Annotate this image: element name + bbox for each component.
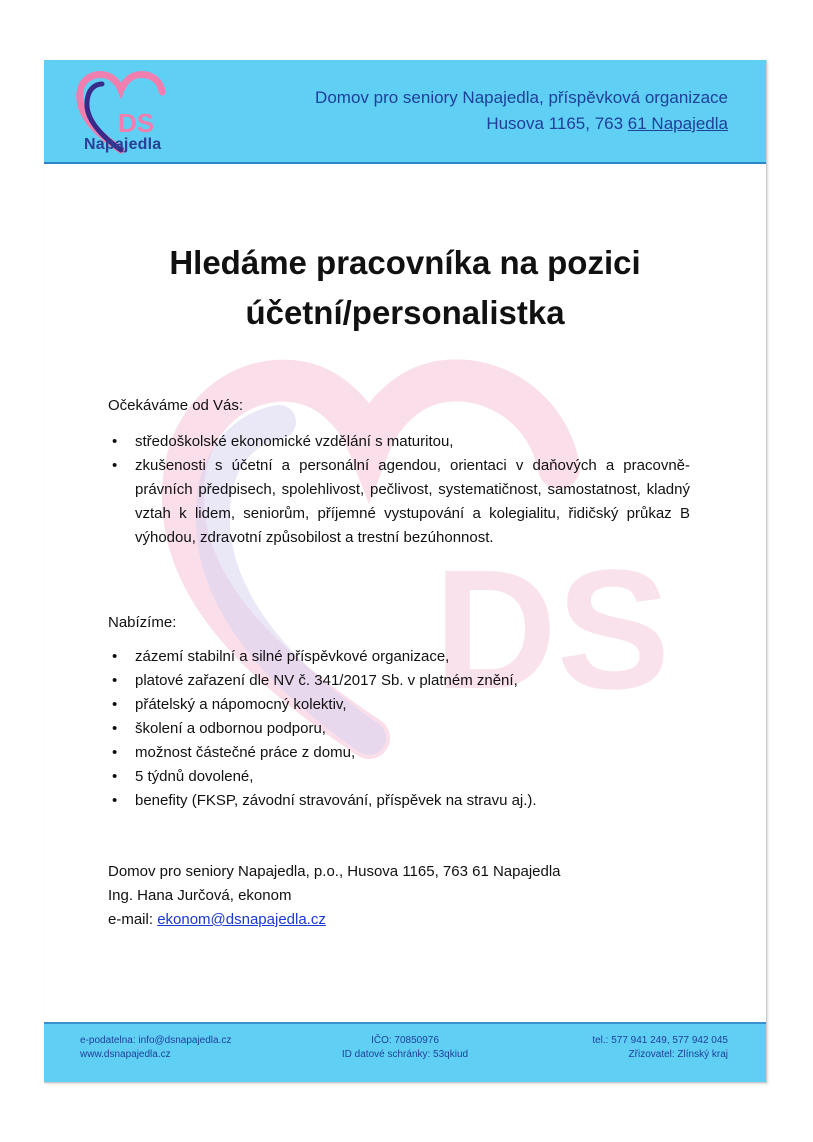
contact-person: Ing. Hana Jurčová, ekonom — [108, 887, 292, 904]
footer-epodatelna: e-podatelna: info@dsnapajedla.cz — [80, 1035, 232, 1046]
offer-list — [108, 645, 690, 813]
contact-org-line: Domov pro seniory Napajedla, p.o., Husova 1165, 763 61 Napajedla — [108, 863, 561, 880]
list-item: • 5 týdnů dovolené, — [108, 765, 690, 789]
title-line-2: účetní/personalistka — [245, 294, 565, 331]
address-main: Husova 1165, 763 — [486, 114, 628, 133]
list-item: • možnost částečné práce z domu, — [108, 741, 690, 765]
page-title — [44, 238, 766, 338]
org-address — [486, 114, 728, 134]
footer-band — [44, 1022, 766, 1082]
logo-ds-text: DS — [118, 108, 155, 138]
title-line-1: Hledáme pracovníka na pozici — [169, 244, 641, 281]
list-item: • středoškolské ekonomické vzdělání s maturitou, — [108, 430, 690, 454]
letterhead — [44, 60, 766, 164]
list-item: • přátelský a nápomocný kolektiv, — [108, 693, 690, 717]
contact-email-line — [108, 908, 561, 932]
footer-right — [592, 1034, 728, 1062]
list-item: • školení a odbornou podporu, — [108, 717, 690, 741]
footer-ico: IČO: 70850976 — [371, 1035, 439, 1046]
watermark-ds-text: DS — [434, 535, 671, 725]
expect-list — [108, 430, 690, 550]
footer-databox: ID datové schránky: 53qkiud — [341, 1049, 469, 1060]
list-item: • zázemí stabilní a silné příspěvkové organizace, — [108, 645, 690, 669]
org-name: Domov pro seniory Napajedla, příspěvková organizace — [315, 88, 728, 107]
address-underlined: 61 Napajedla — [627, 114, 728, 133]
list-item: • zkušenosti s účetní a personální agendou, orientaci v daňových a pracovně-právních předpisech, spolehlivost, pečlivost, systematičnost, samostatnost, kladný vztah k lidem, seniorům, příjemné vystupování a kolegialitu, řidičský průkaz B výhodou, zdravotní způsobilost a trestní bezúhonnost. — [108, 454, 690, 550]
footer-founder: Zřizovatel: Zlínský kraj — [628, 1049, 728, 1060]
expect-label: Očekáváme od Vás: — [108, 397, 244, 414]
list-item: • platové zařazení dle NV č. 341/2017 Sb. v platném znění, — [108, 669, 690, 693]
logo-caption: Napajedla — [84, 136, 162, 153]
email-link[interactable]: ekonom@dsnapajedla.cz — [157, 911, 326, 928]
footer-phone: tel.: 577 941 249, 577 942 045 — [592, 1035, 728, 1046]
list-item: • benefity (FKSP, závodní stravování, příspěvek na stravu aj.). — [108, 789, 690, 813]
offer-label: Nabízíme: — [108, 614, 177, 631]
document-page — [44, 60, 767, 1083]
contact-block — [108, 860, 561, 932]
footer-website: www.dsnapajedla.cz — [80, 1049, 171, 1060]
email-label: e-mail: — [108, 911, 158, 928]
